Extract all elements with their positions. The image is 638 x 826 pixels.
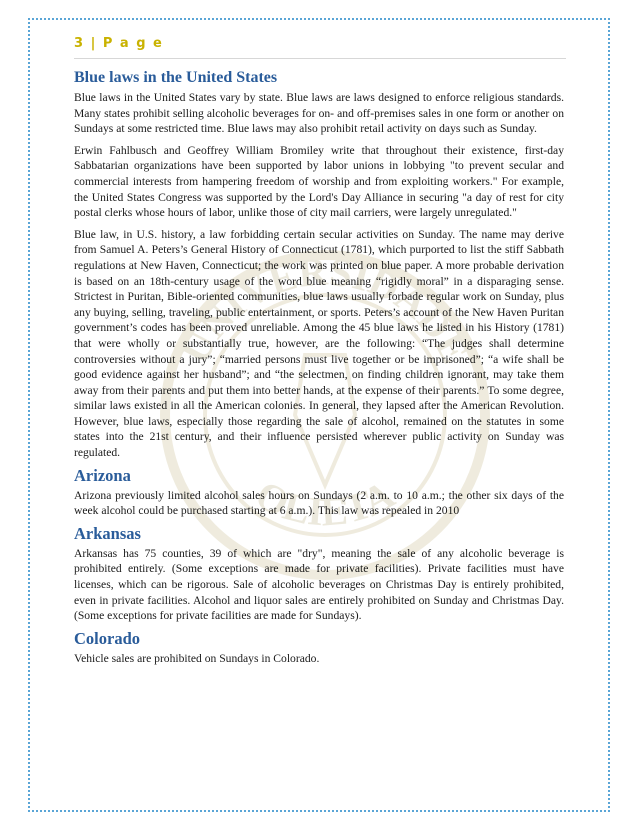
- section-heading: Blue laws in the United States: [74, 69, 278, 86]
- section-heading: Colorado: [74, 628, 140, 648]
- section-blue-laws: [74, 69, 564, 461]
- paragraph: Blue law, in U.S. history, a law forbidding certain secular activities on Sunday. The name may derive from Samuel A. Peters’s General History of Connecticut (1781), which purported to list the stiff Sabbath regulations at New Haven, Connecticut; the work was printed on blue paper. A more probable derivation is based on an 18th-century usage of the word blue meaning “rigidly moral” in a disparaging sense. Strictest in Puritan, Bible-oriented communities, blue laws usually forbade regular work on Sunday, plus any buying, selling, traveling, public entertainment, or sports. Peters’s account of the New Haven Puritan government’s codes has been proved unreliable. Among the 45 blue laws he listed in his History (1781) that were wholly or substantially true, however, are the following: “The judges shall determine controversies without a jury”; “married persons must live together or be imprisoned”; “a wife shall be good evidence against her husband”; and “the selectmen, on finding children ignorant, may take them away from their parents and put them into better hands, at the expense of their parents.” To some degree, similar laws existed in all the American colonies. In general, they lapsed after the American Revolution. However, blue laws, especially those regarding the sale of alcohol, remained on the statutes in some states into the 21st century, and their influence persisted wherever public activity on Sunday was regulated.: [74, 227, 564, 460]
- main-content: [74, 69, 564, 672]
- paragraph: Arkansas has 75 counties, 39 of which are "dry", meaning the sale of any alcoholic beverage is prohibited entirely. (Some exceptions are made for private facilities). Private facilities must have licenses, which can be rigorous. Sale of alcoholic beverages on Christmas Day is entirely prohibited, even in private facilities. Alcohol and liquor sales are entirely prohibited on Sunday and Christmas Day. (Some exceptions for private facilities are made for Sundays).: [74, 546, 564, 623]
- section-heading: Arkansas: [74, 523, 141, 543]
- section-arizona: [74, 467, 564, 519]
- page-number-header: 3 | P a g e: [74, 36, 164, 51]
- paragraph: Vehicle sales are prohibited on Sundays in Colorado.: [74, 651, 320, 665]
- paragraph: Erwin Fahlbusch and Geoffrey William Bromiley write that throughout their existence, first-day Sabbatarian organizations have been supported by labor unions in lobbying "to prevent secular and commercial interests from hampering freedom of worship and from exploiting workers." For example, the United States Congress was supported by the Lord's Day Alliance in securing "a day of rest for city postal clerks whose hours of labor, unlike those of city mail carriers, were largely unregulated.": [74, 143, 564, 220]
- section-heading: Arizona: [74, 465, 131, 485]
- watermark-bottom-text: OLIETA: [248, 471, 402, 535]
- section-colorado: [74, 630, 564, 667]
- watermark-top-text: UNIVERSIDADE: [171, 248, 479, 371]
- paragraph: Arizona previously limited alcohol sales hours on Sundays (2 a.m. to 10 a.m.; the other six days of the week alcohol could be purchased starting at 6 a.m.). This law was repealed in 2010: [74, 488, 564, 518]
- header-divider: [74, 58, 566, 59]
- paragraph: Blue laws in the United States vary by state. Blue laws are laws designed to enforce religious standards. Many states prohibit selling alcoholic beverages for on- and off-premises sales in one form or another on Sundays at some restricted time. Blue laws may also prohibit retail activity on days such as Sunday.: [74, 91, 564, 136]
- section-arkansas: [74, 525, 564, 624]
